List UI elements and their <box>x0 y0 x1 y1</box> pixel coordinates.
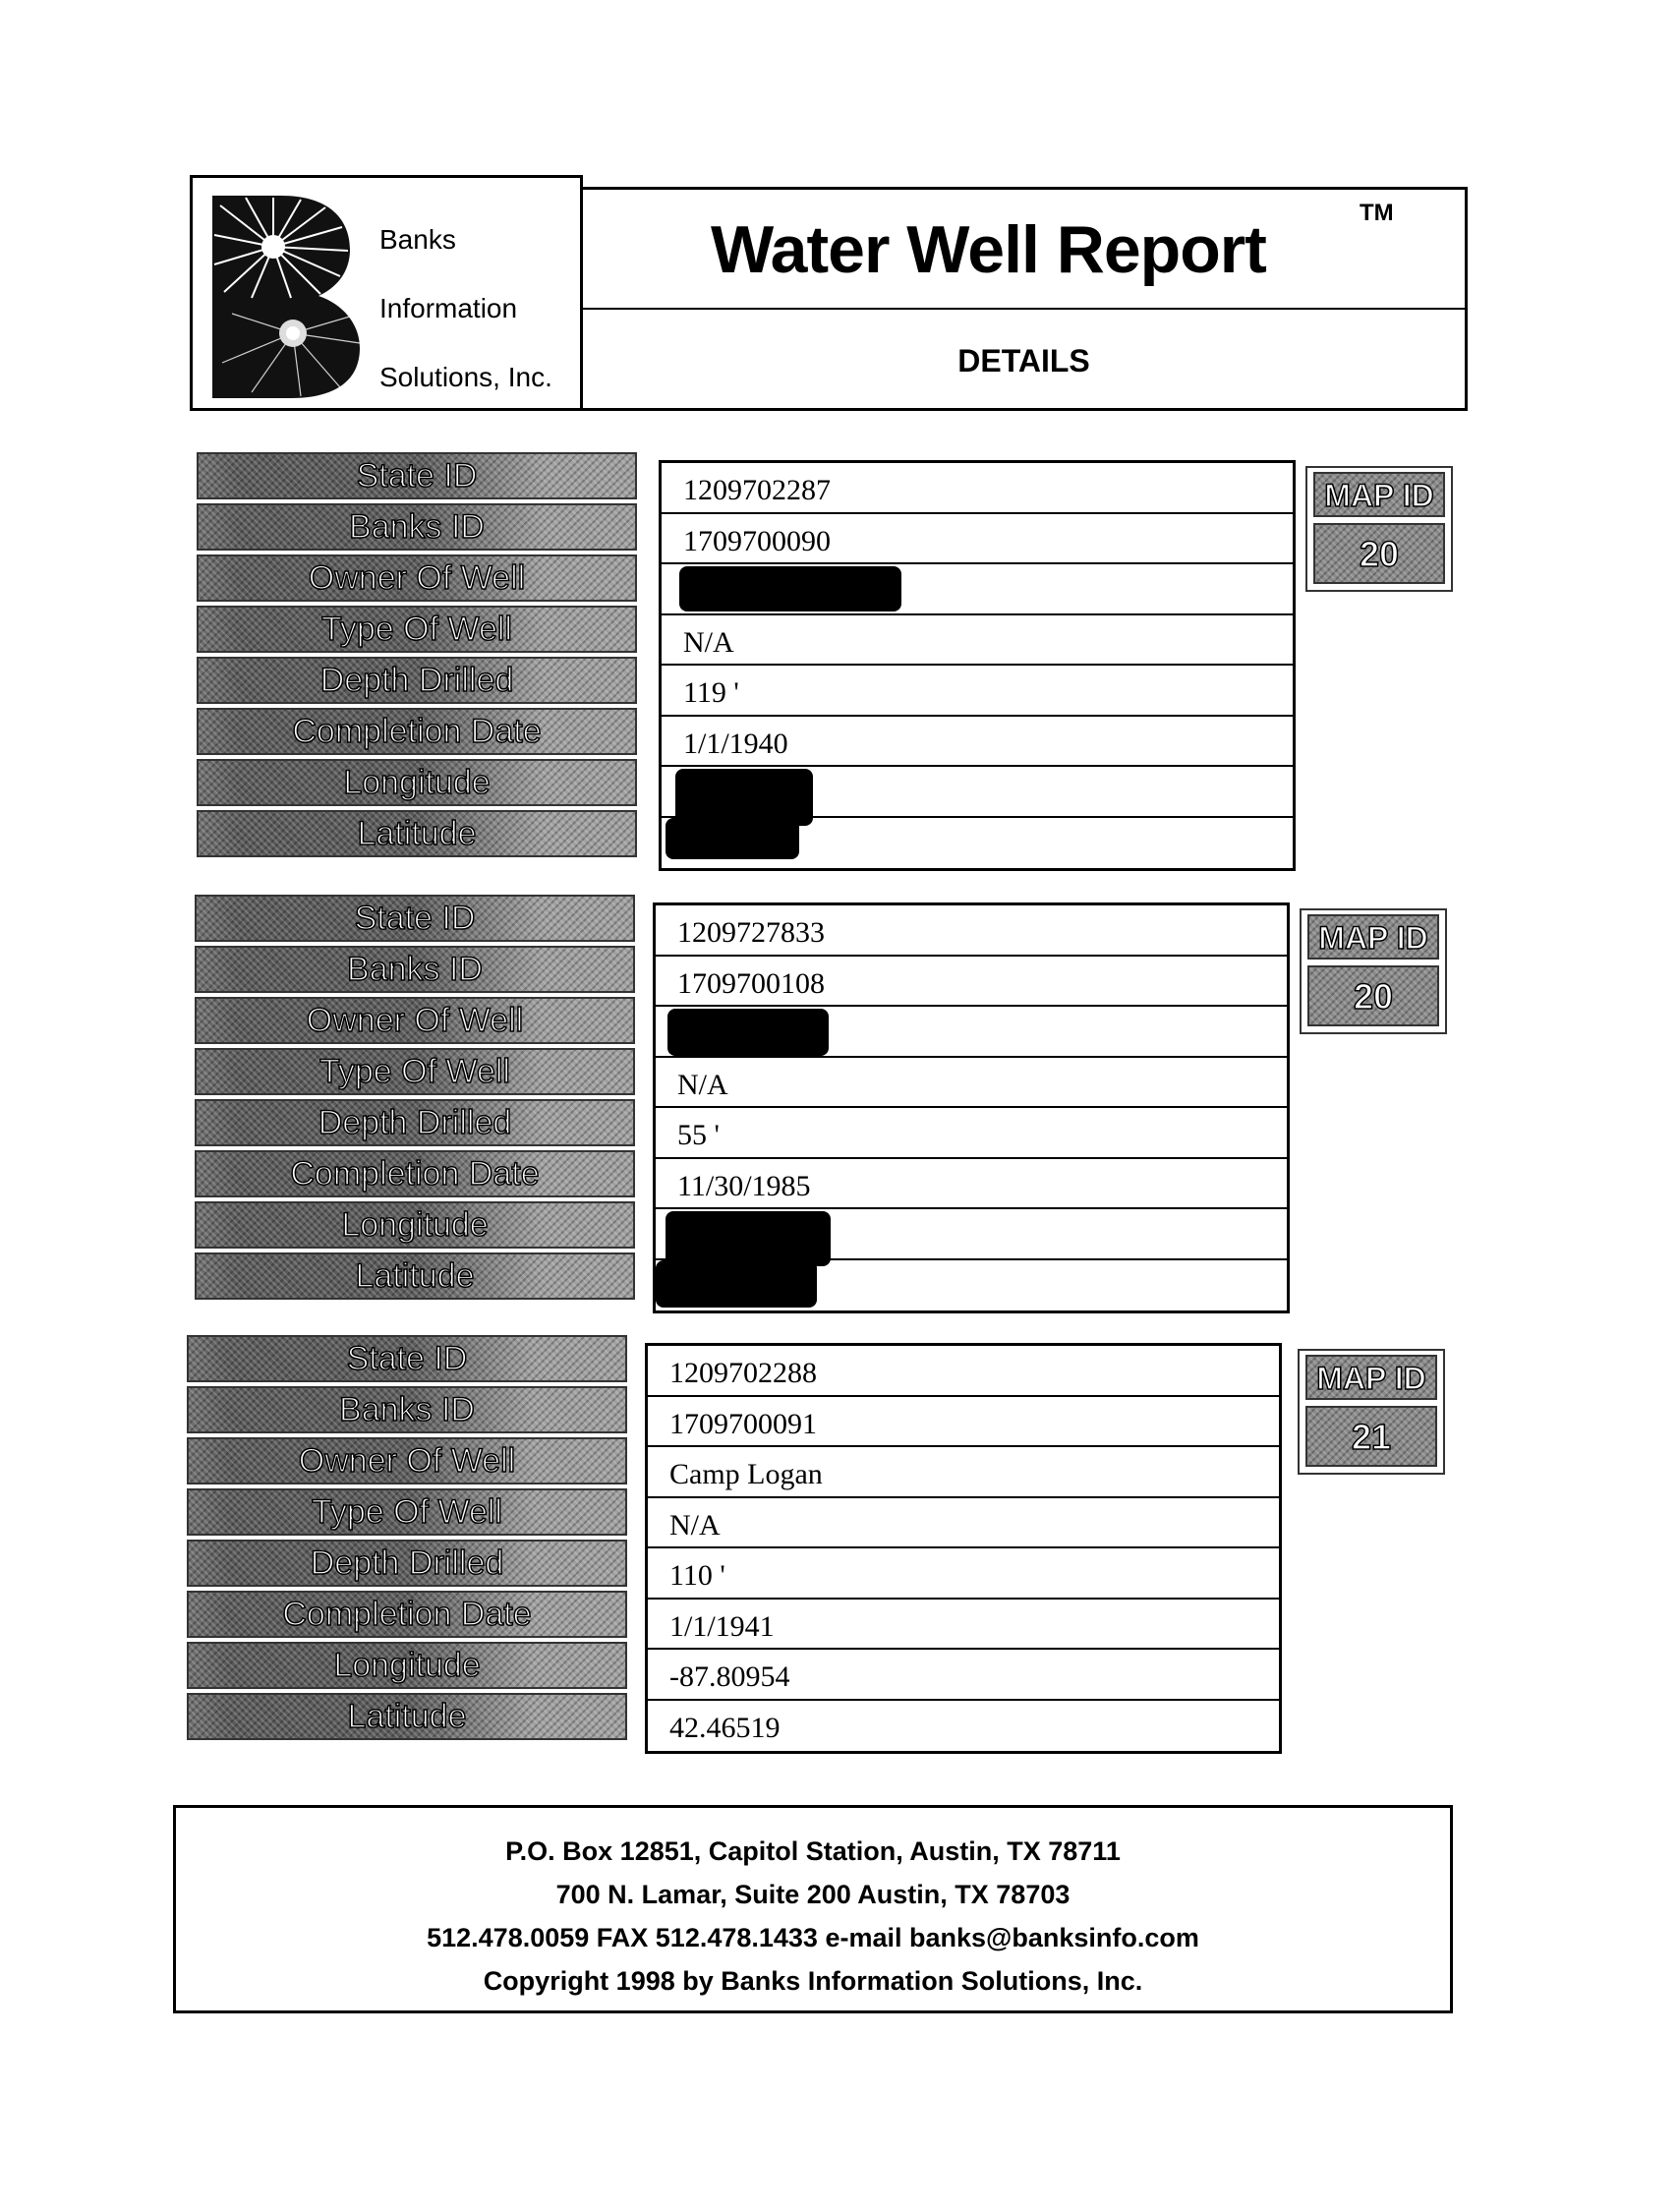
footer-phone-fax-email: 512.478.0059 FAX 512.478.1433 e-mail banks@banksinfo.com <box>427 1923 1199 1952</box>
redaction-owner <box>679 566 901 611</box>
map-id-box <box>1298 1349 1445 1475</box>
label-longitude: Longitude <box>187 1642 627 1689</box>
footer-po-box: P.O. Box 12851, Capitol Station, Austin, TX 78711 <box>505 1836 1121 1866</box>
map-id-value: 21 <box>1305 1406 1437 1467</box>
label-latitude: Latitude <box>197 810 637 857</box>
label-owner-of-well: Owner Of Well <box>197 554 637 602</box>
label-completion-date: Completion Date <box>195 1150 635 1197</box>
report-title: Water Well Report <box>711 212 1266 287</box>
label-state-id: State ID <box>197 452 637 499</box>
value-banks-id: 1709700090 <box>662 514 1293 565</box>
value-type-of-well: N/A <box>648 1498 1279 1549</box>
map-id-box <box>1300 908 1447 1034</box>
report-header <box>190 175 1468 411</box>
label-longitude: Longitude <box>197 759 637 806</box>
well-record-1 <box>197 452 1465 865</box>
value-depth-drilled: 119 ' <box>662 666 1293 717</box>
title-row <box>583 190 1465 310</box>
map-id-box <box>1305 466 1453 592</box>
value-type-of-well: N/A <box>662 615 1293 667</box>
field-label-column <box>195 895 635 1304</box>
value-latitude: 42.46519 <box>669 1711 781 1744</box>
redaction-latitude <box>656 1260 817 1308</box>
label-depth-drilled: Depth Drilled <box>195 1099 635 1146</box>
label-type-of-well: Type Of Well <box>195 1048 635 1095</box>
label-banks-id: Banks ID <box>197 503 637 551</box>
value-latitude <box>656 1260 1287 1311</box>
label-completion-date: Completion Date <box>197 708 637 755</box>
value-owner-of-well: Camp Logan <box>648 1447 1279 1498</box>
map-id-label: MAP ID <box>1313 472 1445 517</box>
field-value-column <box>653 902 1290 1313</box>
field-value-column <box>645 1343 1282 1754</box>
value-banks-id: 1709700108 <box>656 957 1287 1008</box>
label-type-of-well: Type Of Well <box>197 606 637 653</box>
field-value-column <box>659 460 1296 871</box>
label-completion-date: Completion Date <box>187 1591 627 1638</box>
redaction-latitude <box>666 818 799 859</box>
label-owner-of-well: Owner Of Well <box>195 997 635 1044</box>
value-state-id: 1209702288 <box>648 1346 1279 1397</box>
map-id-label: MAP ID <box>1307 914 1439 960</box>
label-depth-drilled: Depth Drilled <box>187 1540 627 1587</box>
value-owner-of-well <box>662 564 1293 615</box>
value-owner-of-well <box>656 1007 1287 1058</box>
field-label-column <box>197 452 637 861</box>
value-depth-drilled: 110 ' <box>648 1548 1279 1600</box>
map-id-value: 20 <box>1307 965 1439 1026</box>
value-longitude <box>662 767 1293 818</box>
banks-b-logo-icon <box>212 196 360 398</box>
map-id-value: 20 <box>1313 523 1445 584</box>
footer-copyright: Copyright 1998 by Banks Information Solutions, Inc. <box>483 1966 1143 1996</box>
well-record-3 <box>187 1335 1455 1748</box>
value-longitude: -87.80954 <box>648 1650 1279 1701</box>
company-name-line-2: Information <box>379 293 518 323</box>
value-completion-date: 11/30/1985 <box>656 1159 1287 1210</box>
label-latitude: Latitude <box>187 1693 627 1740</box>
company-logo-box <box>190 175 583 411</box>
value-completion-date: 1/1/1940 <box>662 717 1293 768</box>
value-state-id: 1209702287 <box>662 463 1293 514</box>
label-banks-id: Banks ID <box>187 1386 627 1433</box>
value-type-of-well: N/A <box>656 1058 1287 1109</box>
value-state-id: 1209727833 <box>656 905 1287 957</box>
label-latitude: Latitude <box>195 1252 635 1300</box>
company-name-line-1: Banks <box>379 224 456 255</box>
well-record-2 <box>195 895 1463 1308</box>
company-name-line-3: Solutions, Inc. <box>379 362 552 392</box>
redaction-owner <box>667 1009 829 1056</box>
title-box <box>583 187 1468 411</box>
value-longitude <box>656 1209 1287 1260</box>
label-banks-id: Banks ID <box>195 946 635 993</box>
value-depth-drilled: 55 ' <box>656 1108 1287 1159</box>
label-longitude: Longitude <box>195 1201 635 1249</box>
label-owner-of-well: Owner Of Well <box>187 1437 627 1484</box>
label-state-id: State ID <box>187 1335 627 1382</box>
company-name <box>379 205 552 412</box>
contact-footer <box>173 1805 1453 2013</box>
label-type-of-well: Type Of Well <box>187 1488 627 1536</box>
value-latitude <box>662 818 1293 869</box>
value-banks-id: 1709700091 <box>648 1397 1279 1448</box>
map-id-label: MAP ID <box>1305 1355 1437 1400</box>
field-label-column <box>187 1335 627 1744</box>
label-depth-drilled: Depth Drilled <box>197 657 637 704</box>
trademark-mark: TM <box>1360 200 1394 226</box>
value-completion-date: 1/1/1941 <box>648 1600 1279 1651</box>
footer-street-address: 700 N. Lamar, Suite 200 Austin, TX 78703 <box>555 1880 1071 1909</box>
report-subtitle: DETAILS <box>957 343 1090 378</box>
redaction-longitude <box>666 1211 831 1266</box>
label-state-id: State ID <box>195 895 635 942</box>
